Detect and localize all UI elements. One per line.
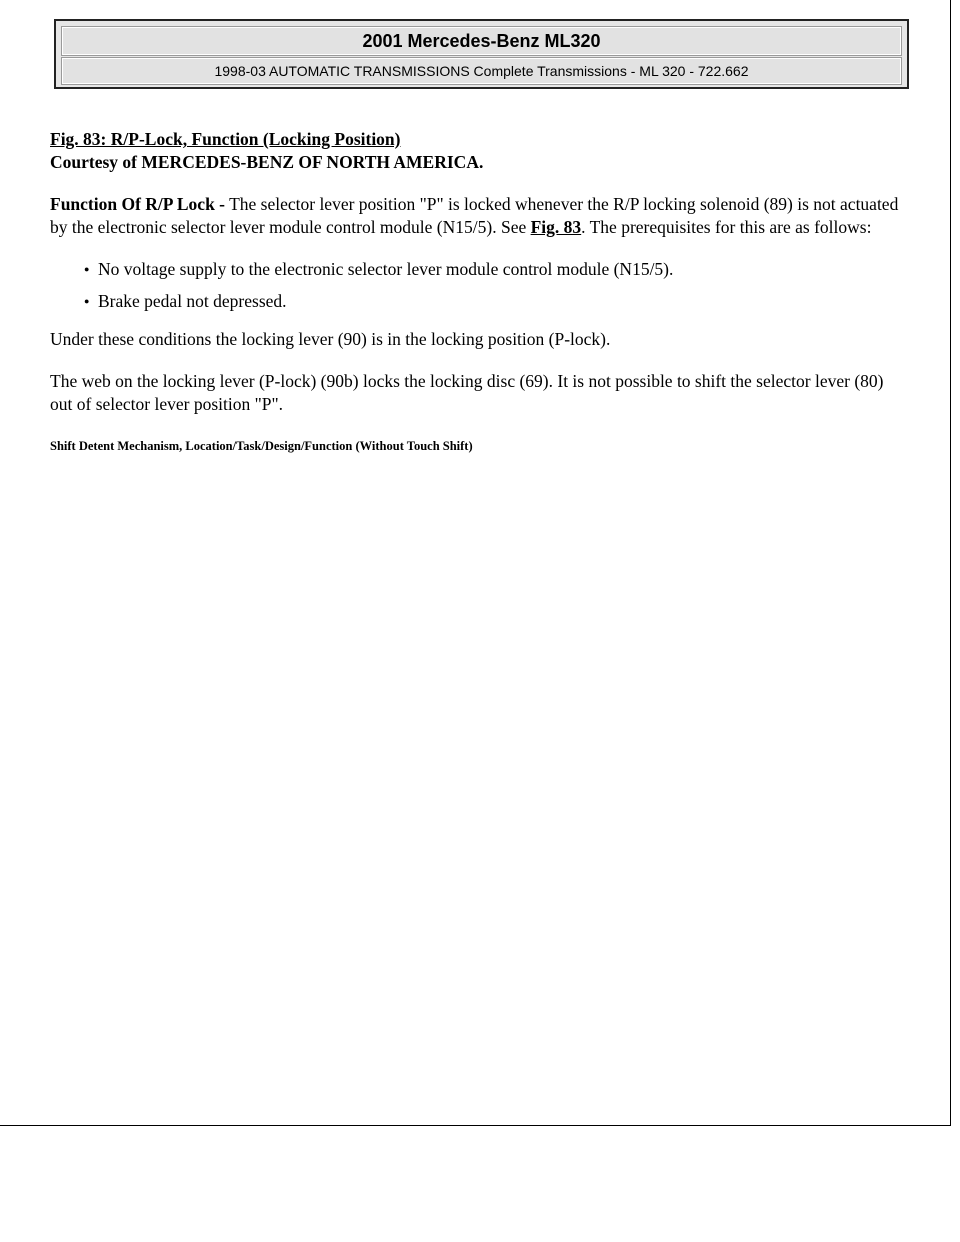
function-lead: Function Of R/P Lock - [50,194,226,214]
document-body [50,128,910,458]
list-item: ● No voltage supply to the electronic selector lever module control module (N15/5). [87,258,910,281]
prerequisite-list [50,258,910,313]
function-paragraph [50,193,910,239]
section-heading: Shift Detent Mechanism, Location/Task/Design/Function (Without Touch Shift) [50,439,473,453]
figure-courtesy: Courtesy of MERCEDES-BENZ OF NORTH AMERICA. [50,152,484,172]
header-subtitle: 1998-03 AUTOMATIC TRANSMISSIONS Complete Transmissions - ML 320 - 722.662 [62,58,901,84]
figure-caption: Fig. 83: R/P-Lock, Function (Locking Position) [50,129,401,149]
function-text-1: The selector lever position "P" is locked whenever the R/P locking solenoid (89) is not actuated by the electronic selector lever module control module (N15/5). See [50,194,899,237]
fig-83-link[interactable]: Fig. 83 [530,217,582,237]
function-text-2: . The prerequisites for this are as follows: [581,217,872,237]
conditions-paragraph: Under these conditions the locking lever (90) is in the locking position (P-lock). [50,329,611,349]
document-header [54,19,909,89]
list-item: ● Brake pedal not depressed. [87,290,910,313]
locking-web-paragraph: The web on the locking lever (P-lock) (90b) locks the locking disc (69). It is not possible to shift the selector lever (80) out of selector lever position "P". [50,371,884,414]
header-title: 2001 Mercedes-Benz ML320 [62,27,901,55]
